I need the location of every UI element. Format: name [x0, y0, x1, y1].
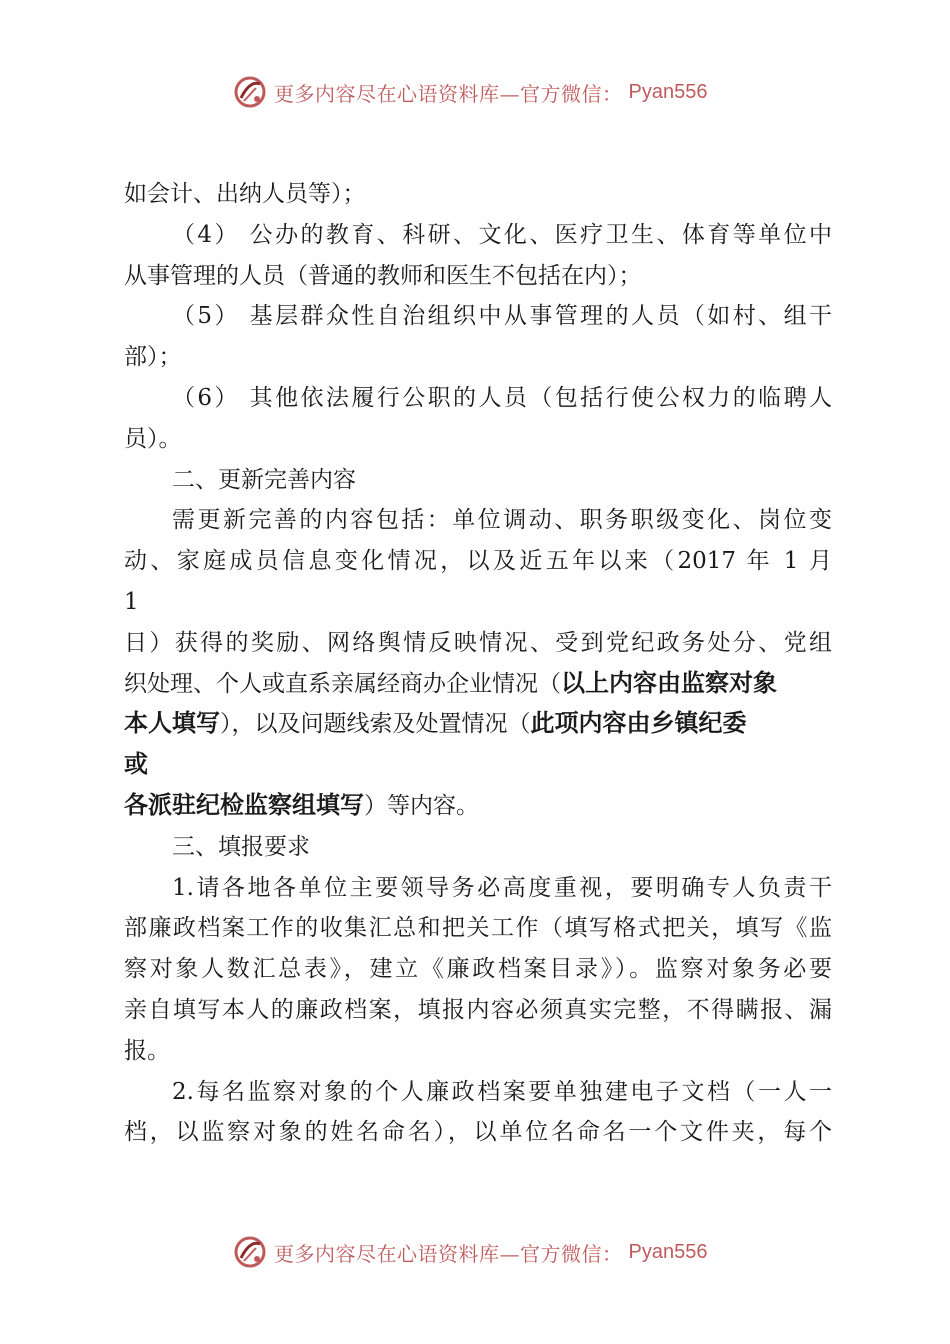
text-run: ）等内容。 [364, 792, 479, 819]
text-line: 1.请各地各单位主要领导务必高度重视，要明确专人负责干 [172, 874, 832, 901]
text-line: （5） 基层群众性自治组织中从事管理的人员（如村、组干 [172, 303, 832, 330]
bold-text-run: 各派驻纪检监察组填写 [124, 791, 364, 819]
text-line: （6） 其他依法履行公职的人员（包括行使公权力的临聘人 [172, 384, 832, 411]
watermark-text: 更多内容尽在心语资料库—官方微信： [274, 1241, 623, 1266]
bold-text-run: 以上内容由监察对象 [561, 669, 777, 697]
watermark-footer [232, 1232, 707, 1272]
logo-icon [232, 1234, 268, 1270]
text-run: ），以及问题线索及处置情况（ [220, 711, 531, 738]
text-line: （4） 公办的教育、科研、文化、医疗卫生、体育等单位中 [172, 221, 832, 248]
text-line [124, 786, 832, 827]
text-line: 档，以监察对象的姓名命名），以单位名命名一个文件夹，每个 [124, 1119, 832, 1146]
watermark-id: Pyan556 [628, 1240, 708, 1263]
text-line [124, 704, 832, 745]
logo-icon [232, 74, 268, 110]
text-run: 织处理、个人或直系亲属经商办企业情况（ [124, 670, 561, 697]
watermark-id: Pyan556 [628, 80, 708, 103]
bold-text-run: 本人填写 [124, 710, 220, 738]
text-line: 2.每名监察对象的个人廉政档案要单独建电子文档（一人一 [172, 1078, 832, 1105]
bold-text-run: 此项内容由乡镇纪委 [530, 710, 747, 738]
text-line: 动、家庭成员信息变化情况，以及近五年以来（2017 年 1 月 [124, 548, 832, 575]
section-heading: 二、更新完善内容 [172, 466, 356, 493]
text-line: 察对象人数汇总表》，建立《廉政档案目录》）。监察对象务必要 [124, 956, 832, 983]
text-line: 日）获得的奖励、网络舆情反映情况、受到党纪政务处分、党组 [124, 629, 832, 656]
watermark-header [232, 72, 707, 112]
text-line [124, 745, 832, 786]
document-body [124, 174, 832, 1153]
text-line: 亲自填写本人的廉政档案，填报内容必须真实完整，不得瞒报、漏 [124, 996, 832, 1023]
section-heading: 三、填报要求 [172, 833, 310, 860]
text-line: 部）； [124, 344, 182, 371]
watermark-text: 更多内容尽在心语资料库—官方微信： [274, 81, 623, 106]
text-line [124, 664, 832, 705]
text-line: 如会计、出纳人员等）； [124, 181, 366, 207]
text-line: 从事管理的人员（普通的教师和医生不包括在内）； [124, 262, 642, 289]
text-line: 部廉政档案工作的收集汇总和把关工作（填写格式把关，填写《监 [124, 915, 832, 942]
text-line: 报。 [124, 1037, 170, 1064]
text-line: 需更新完善的内容包括：单位调动、职务职级变化、岗位变 [172, 507, 832, 534]
bold-text-run: 或 [124, 751, 148, 779]
text-line: 员）。 [124, 425, 182, 452]
text-line: 1 [124, 588, 139, 615]
